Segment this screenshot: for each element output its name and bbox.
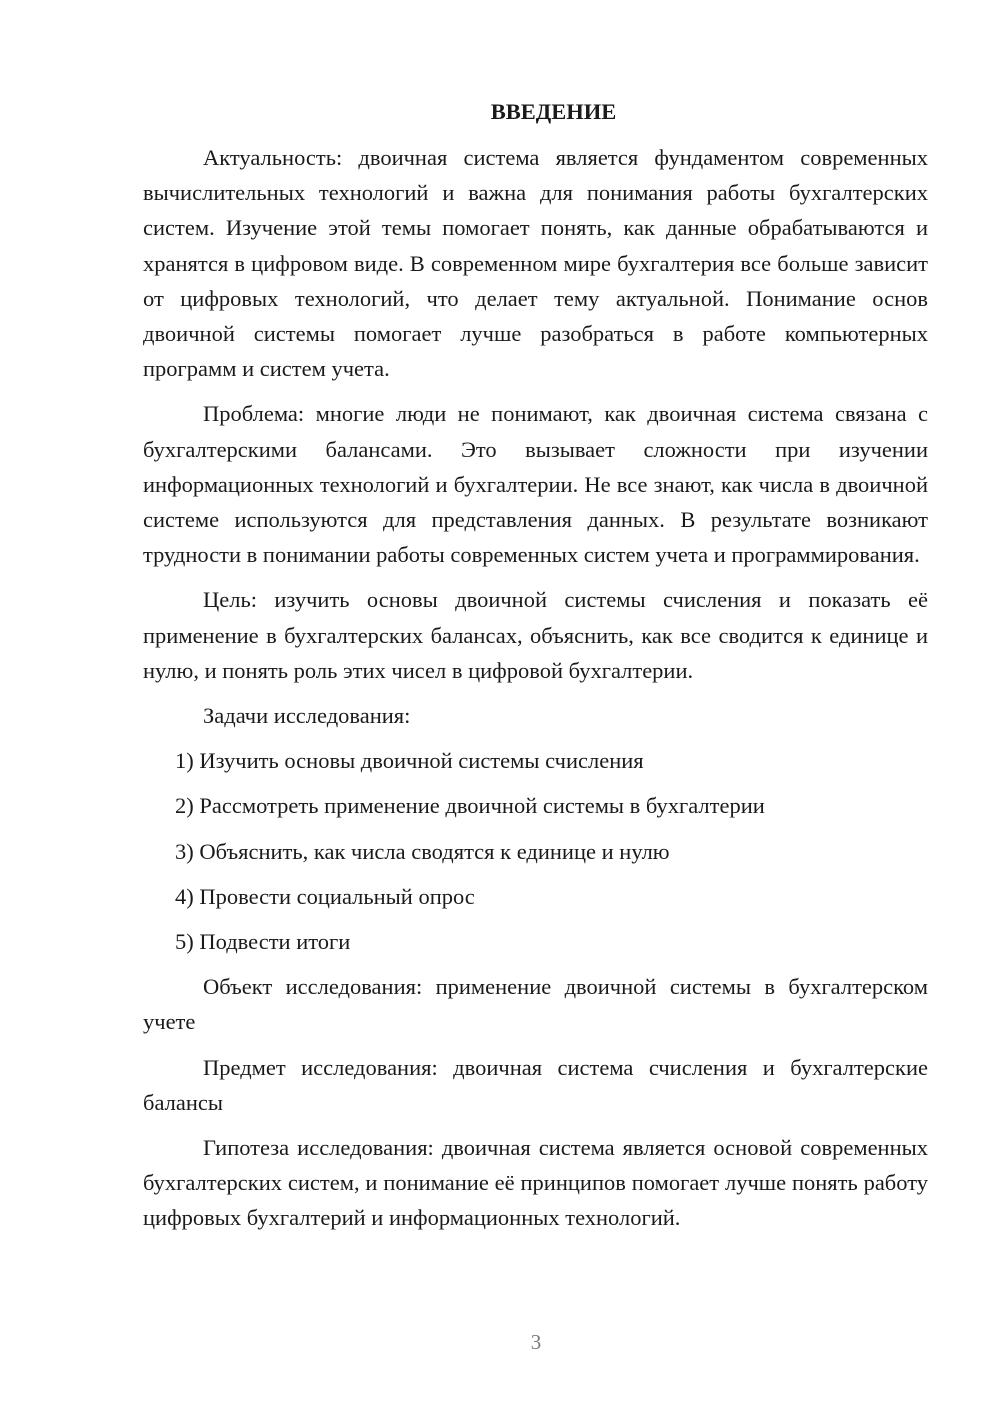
list-item: 5) Подвести итоги [175,929,351,955]
paragraph-object: Объект исследования: применение двоичной системы в бухгалтерском учете [143,974,928,1035]
paragraph-goal: Цель: изучить основы двоичной системы счисления и показать её применение в бухгалтерских балансах, объяснить, как все сводится к единице и нулю, и понять роль этих чисел в цифровой бухгалтерии. [143,587,928,683]
list-item: 2) Рассмотреть применение двоичной системы в бухгалтерии [175,793,765,819]
list-item: 3) Объяснить, как числа сводятся к единице и нулю [175,838,670,864]
paragraph-relevance: Актуальность: двоичная система является фундаментом современных вычислительных технологий и важна для понимания работы бухгалтерских систем. Изучение этой темы помогает понять, как данные обрабатываются и хранятся в цифровом виде. В современном мире бухгалтерия все больше зависит от цифровых технологий, что делает тему актуальной. Понимание основ двоичной системы помогает лучше разобраться в работе компьютерных программ и систем учета. [143,145,928,382]
paragraph-problem: Проблема: многие люди не понимают, как двоичная система связана с бухгалтерскими балансами. Это вызывает сложности при изучении информационных технологий и бухгалтерии. Не все знают, как числа в двоичной системе используются для представления данных. В результате возникают трудности в понимании работы современных систем учета и программирования. [143,401,928,568]
paragraph-hypothesis: Гипотеза исследования: двоичная система является основой современных бухгалтерских систем, и понимание её принципов помогает лучше понять работу цифровых бухгалтерий и информационных технологий. [143,1135,928,1231]
document-body [143,94,928,1246]
paragraph-subject: Предмет исследования: двоичная система счисления и бухгалтерские балансы [143,1054,928,1115]
tasks-list [143,743,928,959]
list-item: 1) Изучить основы двоичной системы счисления [175,748,644,774]
tasks-heading: Задачи исследования: [203,703,411,729]
section-title: ВВЕДЕНИЕ [490,99,617,124]
list-item: 4) Провести социальный опрос [175,883,475,909]
page-number: 3 [530,1330,542,1354]
